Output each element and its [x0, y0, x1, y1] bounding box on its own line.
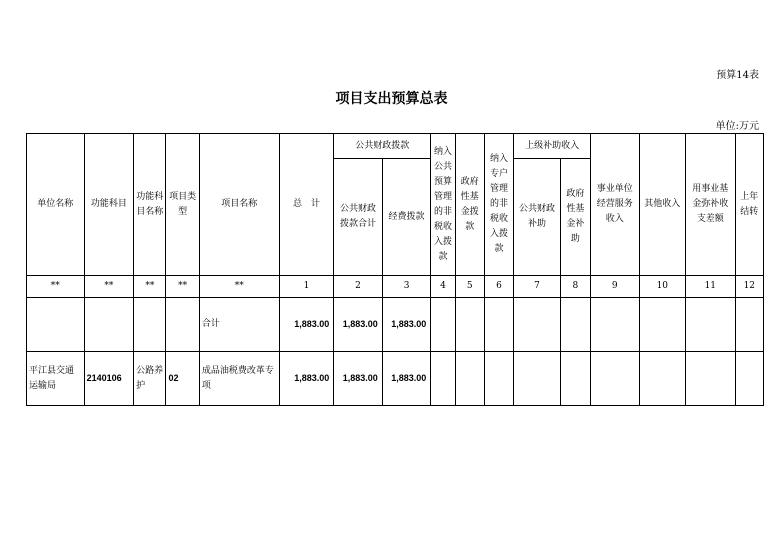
- index-cell: 11: [686, 276, 736, 298]
- index-cell: 2: [334, 276, 383, 298]
- index-cell: **: [166, 276, 199, 298]
- cell-project: 成品油税费改革专项: [199, 352, 279, 406]
- cell-funds: 1,883.00: [382, 352, 431, 406]
- cell-type: 02: [166, 352, 199, 406]
- index-cell: 10: [639, 276, 686, 298]
- index-cell: 12: [735, 276, 763, 298]
- header-carryover: 上年结转: [735, 134, 763, 276]
- cell-pf-total: 1,883.00: [334, 352, 383, 406]
- index-cell: 7: [514, 276, 561, 298]
- cell-empty: [455, 298, 484, 352]
- header-business-income: 事业单位经营服务收入: [591, 134, 640, 276]
- cell-empty: [735, 298, 763, 352]
- index-cell: **: [134, 276, 166, 298]
- index-cell: 1: [279, 276, 334, 298]
- cell-pf-total: 1,883.00: [334, 298, 383, 352]
- header-total: 总 计: [279, 134, 334, 276]
- index-cell: 4: [431, 276, 455, 298]
- header-upper-subsidy: 上级补助收入: [514, 134, 591, 159]
- header-func-subject: 功能科目: [84, 134, 134, 276]
- header-project-type: 项目类型: [166, 134, 199, 276]
- cell-funds: 1,883.00: [382, 298, 431, 352]
- header-public-finance-total: 公共财政拨款合计: [334, 159, 383, 276]
- cell-func-name: [134, 298, 166, 352]
- cell-func-name: 公路养护: [134, 352, 166, 406]
- cell-total: 1,883.00: [279, 298, 334, 352]
- index-cell: **: [27, 276, 85, 298]
- cell-type: [166, 298, 199, 352]
- budget-table: [26, 133, 764, 406]
- header-gov-fund-subsidy: 政府性基金补助: [560, 159, 590, 276]
- index-cell: 5: [455, 276, 484, 298]
- index-cell: **: [199, 276, 279, 298]
- header-public-finance: 公共财政拨款: [334, 134, 431, 159]
- cell-func-code: [84, 298, 134, 352]
- index-cell: 6: [484, 276, 513, 298]
- cell-func-code: 2140106: [84, 352, 134, 406]
- cell-empty: [686, 352, 736, 406]
- header-public-nontax: 纳入公共预算管理的非税收入拨款: [431, 134, 455, 276]
- cell-total: 1,883.00: [279, 352, 334, 406]
- header-fund-balance: 用事业基金弥补收支差额: [686, 134, 736, 276]
- cell-unit: [27, 298, 85, 352]
- cell-empty: [455, 352, 484, 406]
- cell-empty: [560, 352, 590, 406]
- table-row-total: [27, 298, 764, 352]
- cell-empty: [484, 298, 513, 352]
- cell-empty: [591, 352, 640, 406]
- cell-empty: [514, 298, 561, 352]
- cell-empty: [560, 298, 590, 352]
- header-func-subject-name: 功能科目名称: [134, 134, 166, 276]
- cell-project: 合计: [199, 298, 279, 352]
- cell-empty: [431, 352, 455, 406]
- index-cell: **: [84, 276, 134, 298]
- index-cell: 3: [382, 276, 431, 298]
- cell-empty: [431, 298, 455, 352]
- cell-empty: [686, 298, 736, 352]
- header-unit-name: 单位名称: [27, 134, 85, 276]
- cell-empty: [484, 352, 513, 406]
- header-special-nontax: 纳入专户管理的非税收入拨款: [484, 134, 513, 276]
- unit-label: 单位:万元: [715, 121, 759, 132]
- cell-empty: [639, 352, 686, 406]
- header-gov-fund: 政府性基金拨款: [455, 134, 484, 276]
- cell-empty: [639, 298, 686, 352]
- cell-empty: [591, 298, 640, 352]
- header-project-name: 项目名称: [199, 134, 279, 276]
- cell-empty: [514, 352, 561, 406]
- index-cell: 9: [591, 276, 640, 298]
- header-public-finance-subsidy: 公共财政补助: [514, 159, 561, 276]
- header-other-income: 其他收入: [639, 134, 686, 276]
- table-row: [27, 352, 764, 406]
- index-row: [27, 276, 764, 298]
- index-cell: 8: [560, 276, 590, 298]
- cell-unit: 平江县交通运输局: [27, 352, 85, 406]
- table-number: 预算14表: [716, 70, 759, 81]
- cell-empty: [735, 352, 763, 406]
- header-operating-funds: 经费拨款: [382, 159, 431, 276]
- page-title: 项目支出预算总表: [335, 91, 448, 107]
